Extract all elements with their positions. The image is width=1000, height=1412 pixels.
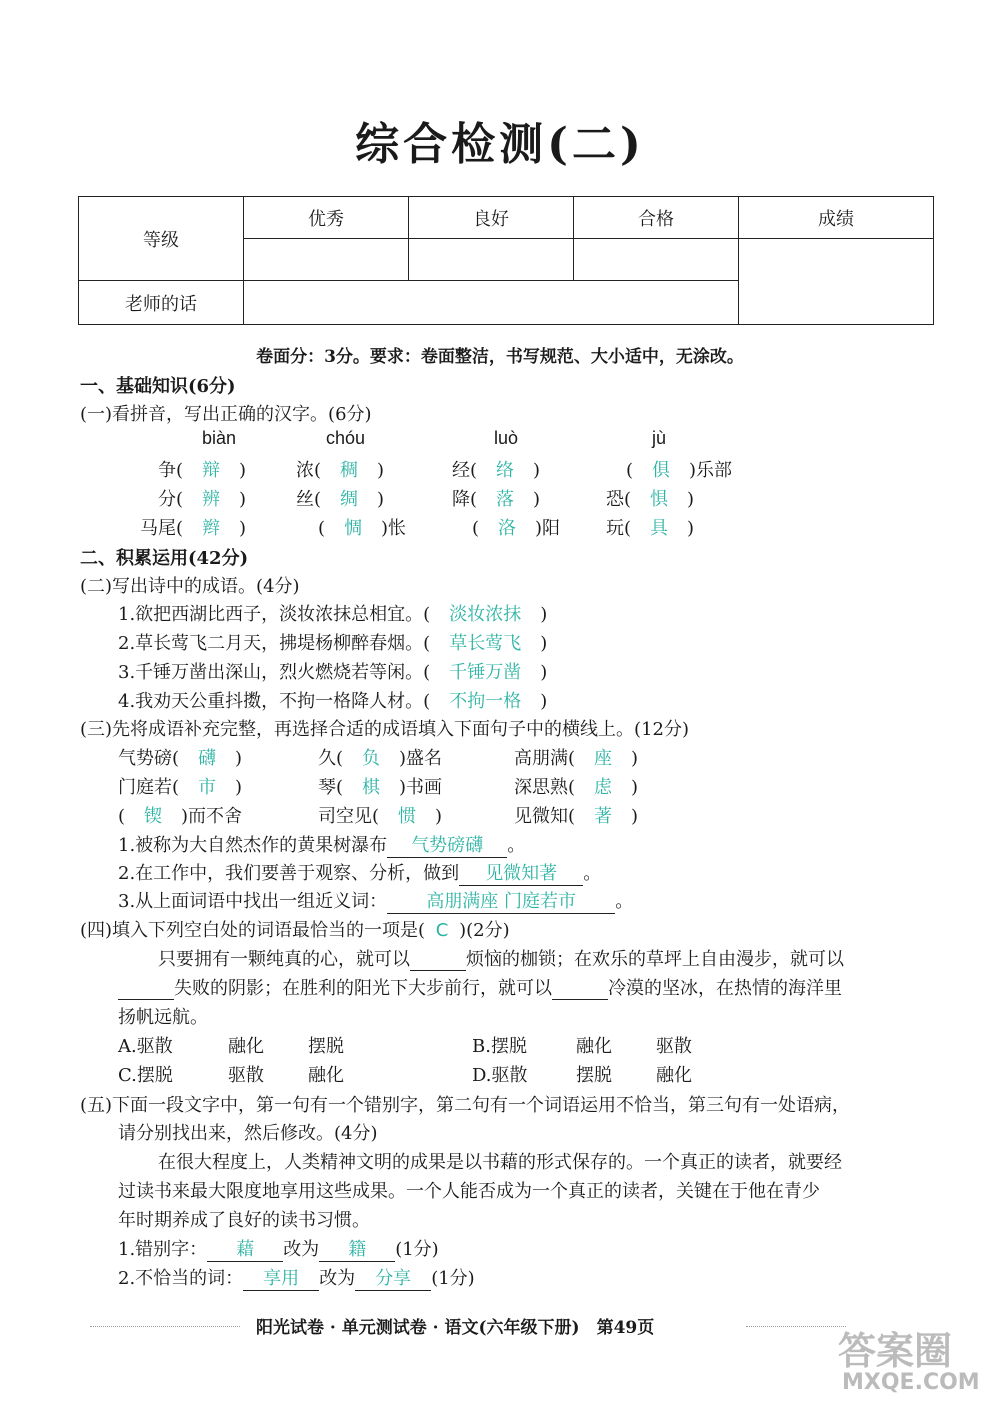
pinyin-item: ( 俱 )乐部 <box>626 460 733 481</box>
q2-item: 3.千锤万凿出深山，烈火燃烧若等闲。( 千锤万凿 ) <box>118 662 548 683</box>
teacher-comment-cell <box>244 281 739 325</box>
q5-passage-line: 年时期养成了良好的读书习惯。 <box>118 1210 370 1231</box>
good-cell <box>409 239 574 281</box>
q2-item: 4.我劝天公重抖擞，不拘一格降人材。( 不拘一格 ) <box>118 691 548 712</box>
level-label: 等级 <box>79 197 244 281</box>
pinyin-item: ( 洛 )阳 <box>472 518 561 539</box>
score-cell <box>739 239 934 325</box>
q3-sentence: 3.从上面词语中找出一组近义词： 高朋满座 门庭若市 。 <box>118 887 633 914</box>
teacher-label: 老师的话 <box>79 281 244 325</box>
q4-option-b: B.摆脱 融化 驱散 <box>472 1036 692 1057</box>
part2-heading: 二、积累运用(42分) <box>80 548 249 569</box>
q5-passage-line: 过读书来最大限度地享用这些成果。一个人能否成为一个真正的读者，关键在于他在青少 <box>118 1181 820 1202</box>
q4-title: (四)填入下列空白处的词语最恰当的一项是( C )(2分) <box>80 920 510 941</box>
pinyin-4: jù <box>652 428 667 448</box>
footer-text: 阳光试卷 · 单元测试卷 · 语文(六年级下册) 第49页 <box>256 1318 655 1338</box>
pinyin-item: 浓( 稠 ) <box>296 460 385 481</box>
idiom-item: 深思熟( 虑 ) <box>514 777 639 798</box>
pinyin-item: 恐( 惧 ) <box>606 489 695 510</box>
q2-title: (二)写出诗中的成语。(4分) <box>80 576 300 597</box>
q4-passage-line: 扬帆远航。 <box>118 1007 208 1028</box>
idiom-item: ( 锲 )而不舍 <box>118 806 243 827</box>
q3-sentence: 2.在工作中，我们要善于观察、分析，做到 见微知著 。 <box>118 859 601 886</box>
q5-answer-1: 1.错别字： 藉 改为 籍 (1分) <box>118 1235 439 1262</box>
q4-passage-line: 只要拥有一颗纯真的心，就可以 烦恼的枷锁；在欢乐的草坪上自由漫步，就可以 <box>158 949 844 970</box>
footer-rule-left <box>90 1326 240 1327</box>
q2-item: 2.草长莺飞二月天，拂堤杨柳醉春烟。( 草长莺飞 ) <box>118 633 548 654</box>
q5-title: (五)下面一段文字中，第一句有一个错别字，第二句有一个词语运用不恰当，第三句有一处语病， <box>80 1095 851 1116</box>
footer-rule-right <box>746 1326 846 1327</box>
pinyin-item: 分( 辨 ) <box>158 489 247 510</box>
pinyin-2: chóu <box>326 428 366 448</box>
q4-option-a: A.驱散 融化 摆脱 <box>118 1036 344 1057</box>
good-header: 良好 <box>409 197 574 239</box>
pinyin-item: 经( 络 ) <box>452 460 541 481</box>
page-title: 综合检测(二) <box>355 119 645 170</box>
score-header: 成绩 <box>739 197 934 239</box>
q1-title: (一)看拼音，写出正确的汉字。(6分) <box>80 404 372 425</box>
q3-title: (三)先将成语补充完整，再选择合适的成语填入下面句子中的横线上。(12分) <box>80 719 689 740</box>
paper-note: 卷面分：3分。要求：卷面整洁，书写规范、大小适中，无涂改。 <box>256 347 744 367</box>
pinyin-item: 玩( 具 ) <box>606 518 695 539</box>
idiom-item: 气势磅( 礴 ) <box>118 748 243 769</box>
excellent-cell <box>244 239 409 281</box>
q5-passage-line: 在很大程度上，人类精神文明的成果是以书藉的形式保存的。一个真正的读者，就要经 <box>158 1152 842 1173</box>
q5-title-cont: 请分别找出来，然后修改。(4分) <box>118 1123 378 1144</box>
pinyin-1: biàn <box>202 428 237 448</box>
idiom-item: 久( 负 )盛名 <box>318 748 443 769</box>
idiom-item: 见微知( 著 ) <box>514 806 639 827</box>
pinyin-item: ( 惆 )怅 <box>318 518 407 539</box>
watermark-logo: 答案圈 <box>838 1329 953 1373</box>
pass-header: 合格 <box>574 197 739 239</box>
pinyin-3: luò <box>494 428 519 448</box>
q4-option-d: D.驱散 摆脱 融化 <box>472 1065 692 1086</box>
pinyin-item: 丝( 绸 ) <box>296 489 385 510</box>
idiom-item: 琴( 棋 )书画 <box>318 777 443 798</box>
excellent-header: 优秀 <box>244 197 409 239</box>
idiom-item: 门庭若( 市 ) <box>118 777 243 798</box>
watermark-url: MXQE.COM <box>842 1370 980 1395</box>
idiom-item: 司空见( 惯 ) <box>318 806 443 827</box>
pinyin-item: 降( 落 ) <box>452 489 541 510</box>
q4-option-c: C.摆脱 驱散 融化 <box>118 1065 344 1086</box>
pinyin-item: 争( 辩 ) <box>158 460 247 481</box>
q3-sentence: 1.被称为大自然杰作的黄果树瀑布 气势磅礴 。 <box>118 831 525 858</box>
pinyin-item: 马尾( 辫 ) <box>140 518 247 539</box>
idiom-item: 高朋满( 座 ) <box>514 748 639 769</box>
q4-passage-line: 失败的阴影；在胜利的阳光下大步前行，就可以 冷漠的坚冰，在热情的海洋里 <box>118 974 842 1000</box>
q5-answer-2: 2.不恰当的词： 享用 改为 分享 (1分) <box>118 1264 475 1291</box>
q2-item: 1.欲把西湖比西子，淡妆浓抹总相宜。( 淡妆浓抹 ) <box>118 604 548 625</box>
part1-heading: 一、基础知识(6分) <box>80 376 236 397</box>
grade-table <box>78 196 934 325</box>
pass-cell <box>574 239 739 281</box>
